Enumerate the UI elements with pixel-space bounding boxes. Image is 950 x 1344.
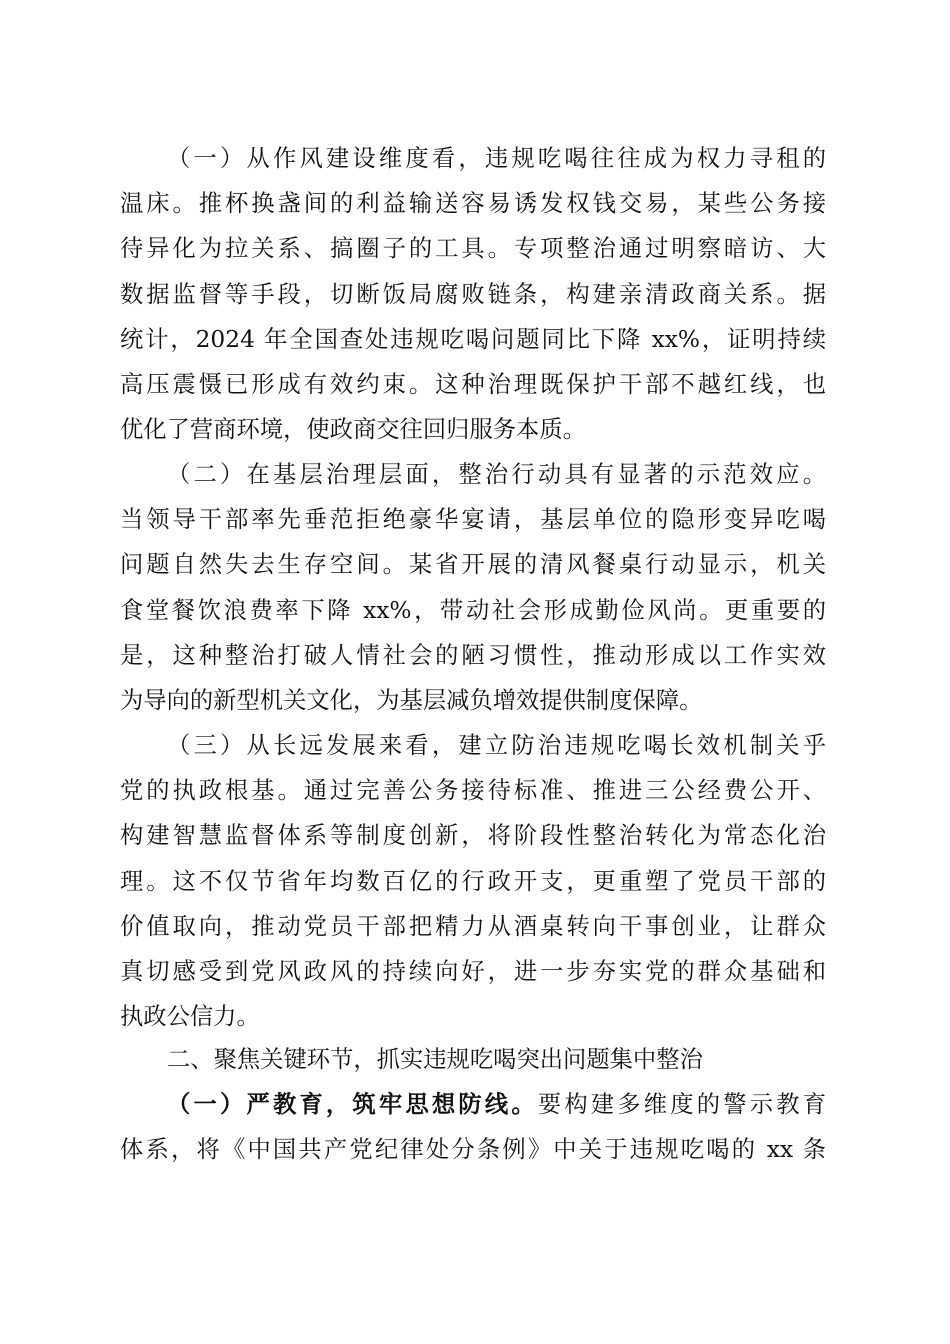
paragraph-2 bbox=[120, 452, 826, 723]
paragraph-2-lead: （二）在基层治理层面，整治行动具有显著的示范效应。 bbox=[167, 461, 826, 488]
paragraph-3 bbox=[120, 723, 826, 1039]
paragraph-3-line: 执政公信力。 bbox=[120, 1003, 260, 1031]
paragraph-2-line: 当领导干部率先垂范拒绝豪华宴请，基层单位的隐形变异吃喝 bbox=[120, 506, 826, 534]
paragraph-4-lead: （一）严教育，筑牢思想防线。 bbox=[167, 1091, 538, 1118]
paragraph-3-line: 构建智慧监督体系等制度创新，将阶段性整治转化为常态化治 bbox=[120, 822, 826, 850]
paragraph-4-rest: 要构建多维度的警示教育 bbox=[537, 1091, 827, 1118]
paragraph-1-line: 温床。推杯换盏间的利益输送容易诱发权钱交易，某些公务接 bbox=[120, 190, 826, 218]
paragraph-2-line: 问题自然失去生存空间。某省开展的清风餐桌行动显示，机关 bbox=[120, 551, 826, 579]
paragraph-1-line: 待异化为拉关系、搞圈子的工具。专项整治通过明察暗访、大 bbox=[120, 235, 826, 263]
paragraph-1-line: 高压震慑已形成有效约束。这种治理既保护干部不越红线，也 bbox=[120, 370, 826, 398]
paragraph-4 bbox=[120, 1082, 826, 1172]
paragraph-3-line: 价值取向，推动党员干部把精力从酒桌转向干事创业，让群众 bbox=[120, 912, 826, 940]
paragraph-2-line: 为导向的新型机关文化，为基层减负增效提供制度保障。 bbox=[120, 686, 703, 714]
paragraph-4-line: 体系，将《中国共产党纪律处分条例》中关于违规吃喝的 xx 条 bbox=[120, 1136, 826, 1164]
paragraph-3-line: 理。这不仅节省年均数百亿的行政开支，更重塑了党员干部的 bbox=[120, 867, 826, 895]
paragraph-3-line: 真切感受到党风政风的持续向好，进一步夯实党的群众基础和 bbox=[120, 957, 826, 985]
paragraph-3-lead: （三）从长远发展来看，建立防治违规吃喝长效机制关乎 bbox=[167, 732, 826, 759]
paragraph-2-line: 是，这种整治打破人情社会的陋习惯性，推动形成以工作实效 bbox=[120, 641, 826, 669]
paragraph-1-lead: （一）从作风建设维度看，违规吃喝往往成为权力寻租的 bbox=[167, 145, 826, 172]
paragraph-3-line: 党的执政根基。通过完善公务接待标准、推进三公经费公开、 bbox=[120, 777, 826, 805]
paragraph-1-line: 统计，2024 年全国查处违规吃喝问题同比下降 xx%，证明持续 bbox=[120, 325, 826, 353]
paragraph-1-line: 数据监督等手段，切断饭局腐败链条，构建亲清政商关系。据 bbox=[120, 280, 826, 308]
paragraph-1 bbox=[120, 136, 826, 452]
section-heading: 二、聚焦关键环节，抓实违规吃喝突出问题集中整治 bbox=[167, 1046, 703, 1073]
paragraph-2-line: 食堂餐饮浪费率下降 xx%，带动社会形成勤俭风尚。更重要的 bbox=[120, 596, 826, 624]
paragraph-4-first-line bbox=[120, 1082, 826, 1127]
paragraph-1-line: 优化了营商环境，使政商交往回归服务本质。 bbox=[120, 416, 586, 444]
